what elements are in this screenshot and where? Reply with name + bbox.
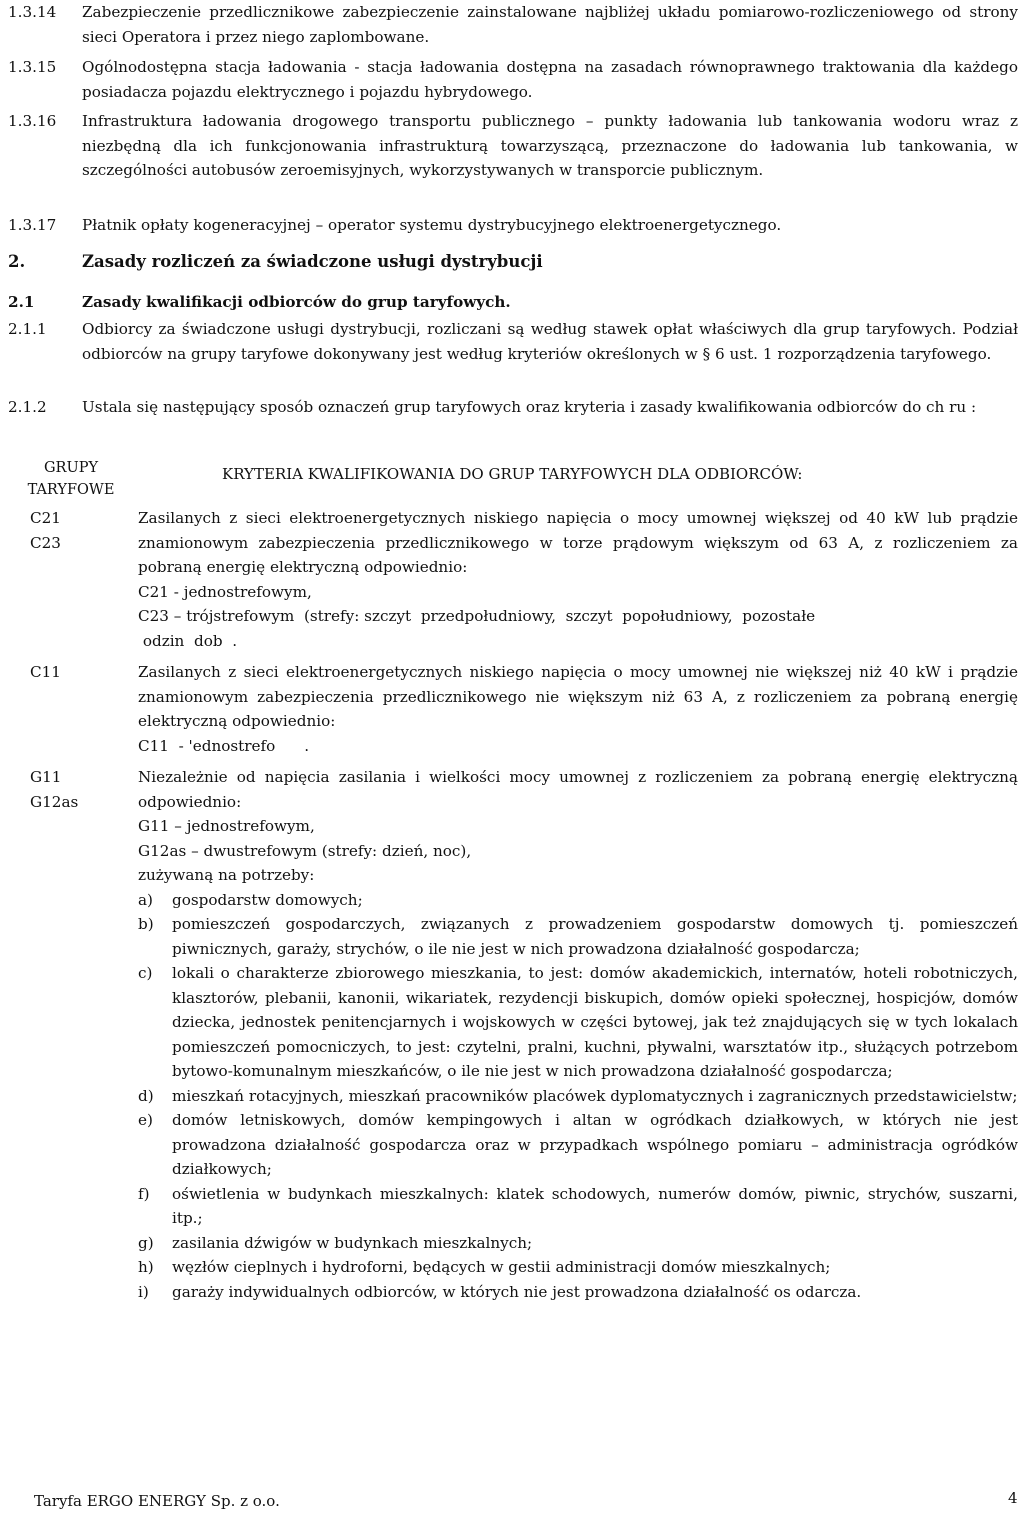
page-number: 4 xyxy=(1008,1489,1018,1507)
list-item-label: b) xyxy=(138,915,154,933)
list-item xyxy=(138,1182,1018,1231)
heading-2-1 xyxy=(8,290,1018,315)
list-item xyxy=(138,912,1018,961)
section-number: 1.3.16 xyxy=(8,112,57,130)
criteria-text: odzin dob . xyxy=(138,631,238,650)
list-item xyxy=(138,1231,1018,1256)
list-item xyxy=(138,1108,1018,1182)
list-item xyxy=(138,888,1018,913)
criteria-text: G12as – dwustrefowym (strefy: dzień, noc), xyxy=(138,841,472,860)
list-item-text: domów letniskowych, domów kempingowych i altan w ogródkach działkowych, w których nie jest prowadzona działalność gospodarcza oraz w przypadkach wspólnego pomiaru – administracja ogródków działkowych; xyxy=(172,1111,1018,1178)
group-code: G11 xyxy=(30,768,62,786)
list-item-text: gospodarstw domowych; xyxy=(172,890,363,909)
criteria-text: Zasilanych z sieci elektroenergetycznych niskiego napięcia o mocy umownej większej od 40 kW lub prądzie znamionowym zabezpieczenia przedlicznikowego w torze prądowym większym od 63 A, z rozliczeniem za pobraną energię elektryczną odpowiednio: xyxy=(138,509,1018,576)
header-line: TARYFOWE xyxy=(27,482,115,498)
list-item-text: węzłów cieplnych i hydroforni, będących w gestii administracji domów mieszkalnych; xyxy=(172,1258,831,1276)
list-item xyxy=(138,1255,1018,1280)
list-item xyxy=(138,961,1018,1084)
header-line: GRUPY xyxy=(43,460,99,476)
list-item-text: lokali o charakterze zbiorowego mieszkania, to jest: domów akademickich, internatów, hoteli robotniczych, klasztorów, plebanii, kanonii, wikariatek, rezydencji biskupich, domów opieki społecznej, hospicjów, domów dziecka, jednostek penitencjarnych i wojskowych w części bytowej, jak też znajdujących się w tych lokalach pomieszczeń pomocniczych, to jest: czytelni, pralni, kuchni, pływalni, warsztatów itp., służących potrzebom bytowo-komunalnym mieszkańców, o ile nie jest w nich prowadzona działalność gospodarcza; xyxy=(172,964,1018,1080)
list-item-label: i) xyxy=(138,1282,149,1301)
criteria-text: zużywaną na potrzeby: xyxy=(138,866,315,884)
section-1-3-15 xyxy=(8,55,1018,104)
list-item-label: h) xyxy=(138,1258,154,1276)
group-codes xyxy=(30,765,110,814)
section-1-3-14 xyxy=(8,0,1018,49)
heading-number: 2.1 xyxy=(8,293,35,311)
list-item-text: garaży indywidualnych odbiorców, w których nie jest prowadzona działalność os odarcza. xyxy=(172,1282,862,1301)
section-text: Infrastruktura ładowania drogowego transportu publicznego – punkty ładowania lub tankowania wodoru wraz z niezbędną dla ich funkcjonowania infrastrukturą towarzyszącą, przeznaczone do ładowania lub tankowania, w szczególności autobusów zeroemisyjnych, wykorzystywanych w transporcie publicznym. xyxy=(82,112,1018,179)
table-header-groups xyxy=(6,457,136,501)
heading-number: 2. xyxy=(8,252,26,271)
heading-title: Zasady kwalifikacji odbiorców do grup taryfowych. xyxy=(82,293,511,311)
section-text: Ustala się następujący sposób oznaczeń grup taryfowych oraz kryteria i zasady kwalifikowania odbiorców do ch ru : xyxy=(82,398,977,416)
section-number: 1.3.17 xyxy=(8,216,57,234)
list-item-text: oświetlenia w budynkach mieszkalnych: klatek schodowych, numerów domów, piwnic, strychów, suszarni, itp.; xyxy=(172,1184,1018,1227)
list-item-label: c) xyxy=(138,964,153,982)
section-1-3-17 xyxy=(8,213,1018,238)
list-item-text: zasilania dźwigów w budynkach mieszkalnych; xyxy=(172,1233,533,1252)
list-item-label: a) xyxy=(138,890,153,909)
list-item-label: f) xyxy=(138,1184,150,1203)
group-criteria xyxy=(138,765,1018,1304)
section-text: Ogólnodostępna stacja ładowania - stacja ładowania dostępna na zasadach równoprawnego traktowania dla każdego posiadacza pojazdu elektrycznego i pojazdu hybrydowego. xyxy=(82,58,1018,101)
list-item xyxy=(138,1280,1018,1305)
table-header-criteria: KRYTERIA KWALIFIKOWANIA DO GRUP TARYFOWYCH DLA ODBIORCÓW: xyxy=(222,465,803,483)
list-item-label: e) xyxy=(138,1111,153,1129)
criteria-text: Zasilanych z sieci elektroenergetycznych niskiego napięcia o mocy umownej nie większej niż 40 kW i prądzie znamionowym zabezpieczenia przedlicznikowego nie większym niż 63 A, z rozliczeniem za pobraną energię elektryczną odpowiednio: xyxy=(138,663,1018,730)
section-number: 1.3.14 xyxy=(8,3,57,21)
group-code: C21 xyxy=(30,509,61,527)
group-code: C23 xyxy=(30,533,61,552)
section-text: Odbiorcy za świadczone usługi dystrybucji, rozliczani są według stawek opłat właściwych dla grup taryfowych. Podział odbiorców na grupy taryfowe dokonywany jest według kryteriów określonych w § 6 ust. 1 rozporządzenia taryfowego. xyxy=(82,320,1018,363)
section-1-3-16 xyxy=(8,109,1018,183)
section-2-1-2 xyxy=(8,395,1018,420)
list-item-text: mieszkań rotacyjnych, mieszkań pracowników placówek dyplomatycznych i zagranicznych przedstawicielstw; xyxy=(172,1086,1018,1105)
section-number: 1.3.15 xyxy=(8,58,57,76)
group-criteria xyxy=(138,506,1018,653)
group-code: C11 xyxy=(30,663,61,681)
list-item-label: g) xyxy=(138,1233,154,1252)
heading-2 xyxy=(8,250,1018,275)
list-item-text: pomieszczeń gospodarczych, związanych z prowadzeniem gospodarstw domowych tj. pomieszczeń piwnicznych, garaży, strychów, o ile nie jest w nich prowadzona działalność gospodarcza; xyxy=(172,915,1018,958)
heading-title: Zasady rozliczeń za świadczone usługi dystrybucji xyxy=(82,252,543,271)
footer-title: Taryfa ERGO ENERGY Sp. z o.o. xyxy=(34,1492,280,1510)
group-codes xyxy=(30,660,110,685)
criteria-text: Niezależnie od napięcia zasilania i wielkości mocy umownej z rozliczeniem za pobraną energię elektryczną odpowiednio: xyxy=(138,768,1018,811)
section-text: Płatnik opłaty kogeneracyjnej – operator systemu dystrybucyjnego elektroenergetycznego. xyxy=(82,216,782,234)
list-item xyxy=(138,1084,1018,1109)
criteria-text: C21 - jednostrefowym, xyxy=(138,582,312,601)
section-number: 2.1.1 xyxy=(8,320,47,338)
group-criteria xyxy=(138,660,1018,758)
list-item-label: d) xyxy=(138,1086,154,1105)
section-text: Zabezpieczenie przedlicznikowe zabezpieczenie zainstalowane najbliżej układu pomiarowo-rozliczeniowego od strony sieci Operatora i przez niego zaplombowane. xyxy=(82,3,1018,46)
criteria-text: G11 – jednostrefowym, xyxy=(138,817,315,835)
group-code: G12as xyxy=(30,792,79,811)
criteria-text: C23 – trójstrefowym (strefy: szczyt przedpołudniowy, szczyt popołudniowy, pozostałe xyxy=(138,607,816,625)
section-number: 2.1.2 xyxy=(8,398,47,416)
criteria-text: C11 - 'ednostrefo . xyxy=(138,736,310,755)
section-2-1-1 xyxy=(8,317,1018,366)
group-codes xyxy=(30,506,110,555)
